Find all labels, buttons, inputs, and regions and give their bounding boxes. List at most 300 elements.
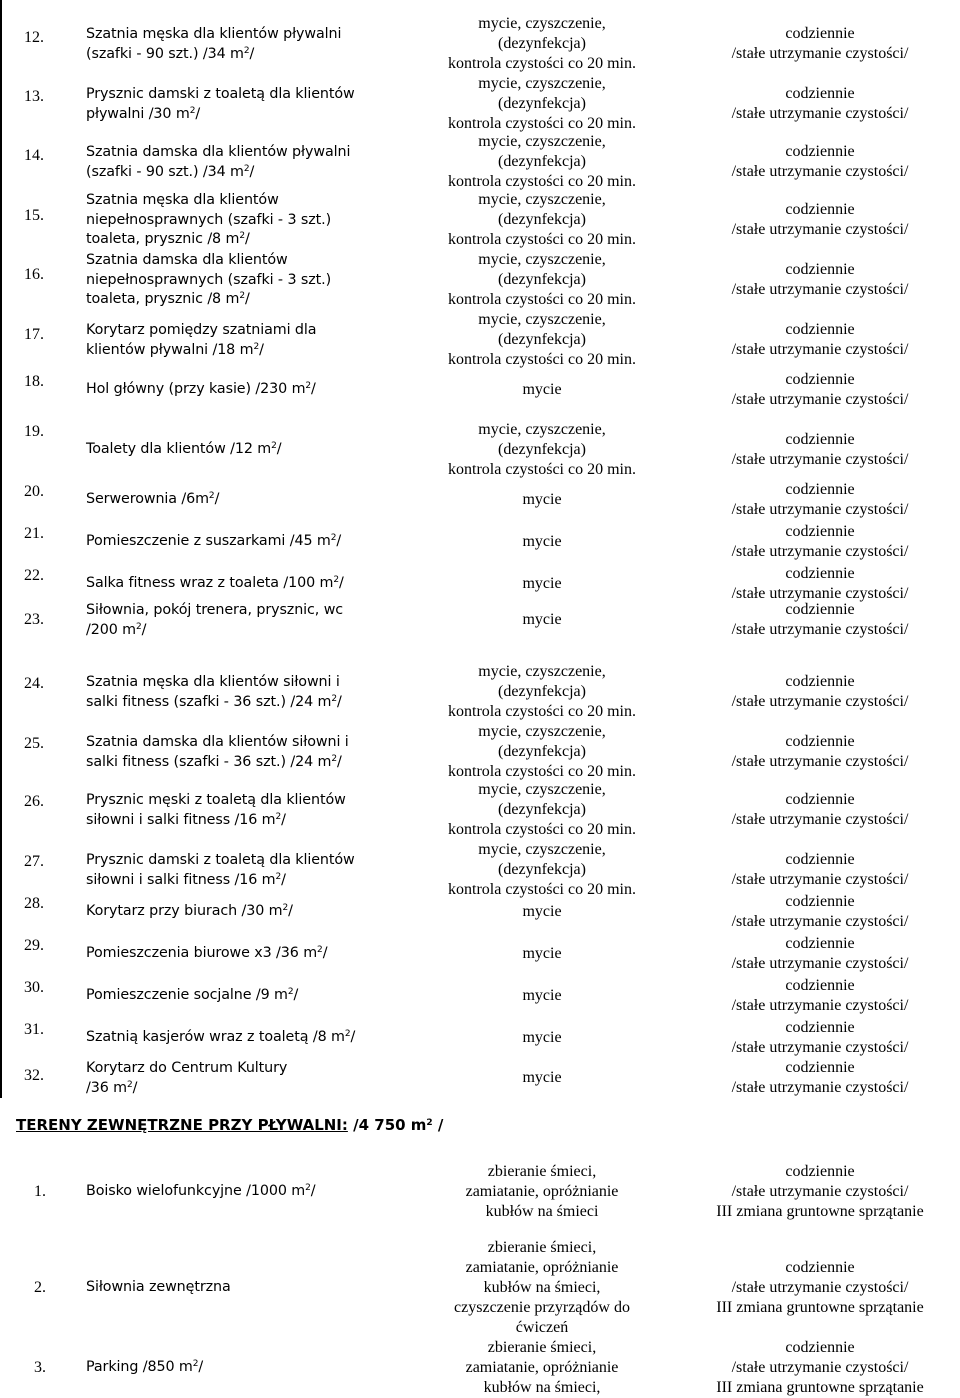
activity-line: mycie, czyszczenie,	[478, 191, 606, 208]
area-suffix: /	[322, 945, 328, 961]
frequency-line: /stałe utrzymanie czystości/	[731, 163, 909, 180]
cleaning-frequency	[680, 672, 960, 712]
area-suffix: /	[141, 621, 147, 638]
frequency-line: codziennie	[785, 523, 855, 540]
area-unit-superscript: 2	[333, 575, 339, 585]
area-unit-superscript: 2	[239, 291, 245, 301]
frequency-line: /stałe utrzymanie czystości/	[731, 1183, 909, 1200]
cleaning-activity	[418, 944, 666, 964]
table-row	[0, 600, 960, 640]
table-row	[0, 420, 960, 480]
cleaning-frequency	[680, 850, 960, 890]
area-name-line	[86, 601, 343, 621]
cleaning-activity	[418, 1162, 666, 1222]
frequency-line: /stałe utrzymanie czystości/	[731, 221, 909, 238]
table-row	[0, 310, 960, 370]
cleaning-activity	[418, 190, 666, 250]
table-row	[0, 522, 960, 562]
activity-line: zbieranie śmieci,	[487, 1163, 597, 1180]
frequency-line: codziennie	[785, 977, 855, 994]
area-unit-superscript: 2	[275, 811, 282, 822]
frequency-line: /stałe utrzymanie czystości/	[731, 1279, 909, 1296]
activity-line: kubłów na śmieci	[485, 1203, 599, 1220]
area-name-line	[86, 25, 341, 45]
activity-line: mycie, czyszczenie,	[478, 841, 606, 858]
area-name	[86, 733, 349, 772]
row-number: 1.	[34, 1183, 46, 1200]
area-name-line	[86, 380, 316, 400]
cleaning-activity	[418, 74, 666, 134]
area-unit-superscript: 2	[344, 1029, 351, 1039]
area-name	[86, 532, 341, 552]
cleaning-activity	[418, 1338, 666, 1398]
area-name-line	[86, 1028, 355, 1048]
activity-line: mycie	[522, 903, 562, 920]
area-name-line	[86, 753, 349, 773]
area-name-line	[86, 621, 343, 641]
table-row	[0, 892, 960, 932]
area-unit-superscript: 2	[189, 105, 196, 116]
frequency-line: /stałe utrzymanie czystości/	[731, 391, 909, 408]
frequency-line: codziennie	[785, 1059, 855, 1076]
area-suffix: /	[336, 533, 342, 549]
area-name	[86, 1358, 203, 1378]
area-name-text: niepełnosprawnych (szafki - 3 szt.)	[86, 211, 332, 228]
area-suffix: /	[310, 1183, 316, 1199]
frequency-line: codziennie	[785, 935, 855, 952]
activity-line: (dezynfekcja)	[498, 95, 586, 112]
outdoor-row	[0, 1162, 960, 1222]
cleaning-frequency	[680, 732, 960, 772]
area-name-line	[86, 271, 331, 291]
cleaning-activity	[418, 1028, 666, 1048]
frequency-line: codziennie	[785, 143, 855, 160]
area-name-text: niepełnosprawnych (szafki - 3 szt.)	[86, 271, 332, 288]
frequency-line: codziennie	[785, 893, 855, 910]
section-title-label: TERENY ZEWNĘTRZNE PRZY PŁYWALNI:	[16, 1116, 348, 1134]
cleaning-frequency	[680, 522, 960, 562]
area-name-text: Szatnia damska dla klientów siłowni i	[86, 734, 349, 750]
activity-line: kontrola czystości co 20 min.	[448, 821, 636, 838]
area-name-text: Pomieszczenie z suszarkami /45 m	[86, 533, 331, 549]
area-name	[86, 1182, 315, 1202]
activity-line: kontrola czystości co 20 min.	[448, 115, 636, 132]
area-name-line	[86, 871, 355, 891]
activity-line: (dezynfekcja)	[498, 801, 586, 818]
area-unit-superscript: 2	[330, 533, 337, 543]
area-name-text: siłowni i salki fitness /16 m	[86, 871, 276, 888]
area-name-text: salki fitness (szafki - 36 szt.) /24 m	[86, 693, 332, 710]
area-name-line	[86, 341, 316, 361]
area-unit-superscript: 2	[317, 945, 323, 955]
frequency-line: codziennie	[785, 261, 855, 278]
area-name-line	[86, 733, 349, 753]
frequency-line: codziennie	[785, 85, 855, 102]
area-name-text: Szatnia męska dla klientów pływalni	[86, 26, 342, 42]
frequency-line: codziennie	[785, 431, 855, 448]
area-name-text: Korytarz pomiędzy szatniami dla	[86, 322, 317, 338]
activity-line: mycie, czyszczenie,	[478, 15, 606, 32]
table-row	[0, 132, 960, 192]
activity-line: (dezynfekcja)	[498, 861, 586, 878]
activity-line: kubłów na śmieci,	[483, 1279, 601, 1296]
activity-line: (dezynfekcja)	[498, 331, 586, 348]
frequency-line: /stałe utrzymanie czystości/	[731, 45, 909, 62]
area-name	[86, 490, 219, 510]
area-name-text: siłowni i salki fitness /16 m	[86, 811, 276, 828]
area-name-text: Siłownia, pokój trenera, prysznic, wc	[86, 602, 344, 618]
frequency-line: /stałe utrzymanie czystości/	[731, 811, 909, 828]
cleaning-frequency	[680, 1058, 960, 1098]
row-number: 32.	[24, 1067, 44, 1084]
area-name-text: Prysznic męski z toaletą dla klientów	[86, 792, 346, 808]
area-name-line	[86, 673, 342, 693]
area-name	[86, 1059, 287, 1098]
area-unit-superscript: 2	[243, 45, 250, 56]
cleaning-activity	[418, 574, 666, 594]
area-unit-superscript: 2	[282, 903, 289, 913]
row-number: 22.	[24, 567, 44, 584]
cleaning-activity	[418, 662, 666, 722]
area-name-text: (szafki - 90 szt.) /34 m	[86, 45, 244, 62]
area-unit-superscript: 2	[331, 693, 337, 704]
area-name-line	[86, 851, 355, 871]
frequency-line: /stałe utrzymanie czystości/	[731, 997, 909, 1014]
activity-line: kontrola czystości co 20 min.	[448, 173, 636, 190]
activity-line: mycie	[522, 987, 562, 1004]
cleaning-activity	[418, 532, 666, 552]
area-suffix: /	[350, 1029, 356, 1045]
table-row	[0, 74, 960, 134]
cleaning-activity	[418, 780, 666, 840]
row-number: 24.	[24, 675, 44, 692]
area-suffix: /	[337, 693, 342, 710]
area-name-text: Parking /850 m	[86, 1359, 193, 1375]
frequency-line: /stałe utrzymanie czystości/	[731, 585, 909, 602]
area-name-line	[86, 163, 350, 183]
frequency-line: /stałe utrzymanie czystości/	[731, 621, 909, 638]
area-unit-superscript: 2	[208, 491, 215, 501]
row-number: 21.	[24, 525, 44, 542]
activity-line: zbieranie śmieci,	[487, 1239, 597, 1256]
activity-line: zamiatanie, opróżnianie	[465, 1259, 619, 1276]
area-name-line	[86, 321, 316, 341]
area-suffix: /	[249, 163, 255, 180]
area-suffix: /	[214, 491, 220, 507]
cleaning-frequency	[680, 480, 960, 520]
area-name-line	[86, 532, 341, 552]
area-unit-superscript: 2	[135, 621, 142, 632]
activity-line: ćwiczeń	[515, 1319, 569, 1336]
activity-line: kubłów na śmieci,	[483, 1379, 601, 1396]
area-name-line	[86, 251, 331, 271]
activity-line: kontrola czystości co 20 min.	[448, 881, 636, 898]
frequency-line: /stałe utrzymanie czystości/	[731, 105, 909, 122]
area-suffix: /	[276, 441, 282, 457]
area-name-text: Szatnią kasjerów wraz z toaletą /8 m	[86, 1029, 345, 1045]
cleaning-activity	[418, 840, 666, 900]
activity-line: (dezynfekcja)	[498, 153, 586, 170]
area-unit-superscript: 2	[243, 163, 250, 174]
area-name-text: Toalety dla klientów /12 m	[86, 441, 272, 457]
activity-line: kontrola czystości co 20 min.	[448, 351, 636, 368]
cleaning-frequency	[680, 790, 960, 830]
area-name-text: toaleta, prysznic /8 m	[86, 291, 240, 307]
area-name-text: Boisko wielofunkcyjne /1000 m	[86, 1183, 306, 1199]
row-number: 13.	[24, 88, 44, 105]
area-name-text: klientów pływalni /18 m	[86, 341, 254, 358]
area-name-line	[86, 986, 298, 1006]
activity-line: mycie, czyszczenie,	[478, 311, 606, 328]
area-suffix: /	[288, 903, 293, 919]
area-name-text: Szatnia męska dla klientów siłowni i	[86, 674, 340, 690]
frequency-line: codziennie	[785, 1259, 855, 1276]
row-number: 23.	[24, 611, 44, 628]
area-name-text: Prysznic damski z toaletą dla klientów	[86, 852, 355, 868]
area-unit-superscript: 2	[275, 871, 282, 882]
activity-line: mycie, czyszczenie,	[478, 251, 606, 268]
area-name-line	[86, 440, 281, 460]
area-name-line	[86, 791, 346, 811]
activity-line: kontrola czystości co 20 min.	[448, 291, 636, 308]
activity-line: mycie	[522, 945, 562, 962]
frequency-line: codziennie	[785, 321, 855, 338]
area-name	[86, 380, 316, 400]
area-unit-superscript: 2	[192, 1359, 199, 1369]
frequency-line: /stałe utrzymanie czystości/	[731, 1039, 909, 1056]
activity-line: mycie	[522, 1069, 562, 1086]
frequency-line: /stałe utrzymanie czystości/	[731, 955, 909, 972]
cleaning-activity	[418, 722, 666, 782]
cleaning-frequency	[680, 1338, 960, 1398]
activity-line: (dezynfekcja)	[498, 743, 586, 760]
table-row	[0, 1018, 960, 1058]
table-row	[0, 480, 960, 520]
cleaning-frequency	[680, 976, 960, 1016]
cleaning-activity	[418, 490, 666, 510]
row-number: 26.	[24, 793, 44, 810]
area-name-text: Hol główny (przy kasie) /230 m	[86, 381, 306, 397]
frequency-line: /stałe utrzymanie czystości/	[731, 341, 909, 358]
cleaning-frequency	[680, 1018, 960, 1058]
activity-line: mycie, czyszczenie,	[478, 421, 606, 438]
frequency-line: codziennie	[785, 1163, 855, 1180]
area-name-line	[86, 490, 219, 510]
row-number: 29.	[24, 937, 44, 954]
area-name	[86, 986, 298, 1006]
cleaning-frequency	[680, 142, 960, 182]
frequency-line: /stałe utrzymanie czystości/	[731, 753, 909, 770]
activity-line: mycie, czyszczenie,	[478, 781, 606, 798]
area-name	[86, 85, 355, 124]
cleaning-activity	[418, 380, 666, 400]
area-name-text: Serwerownia /6m	[86, 491, 209, 507]
activity-line: mycie, czyszczenie,	[478, 723, 606, 740]
row-number: 19.	[24, 423, 44, 440]
activity-line: (dezynfekcja)	[498, 211, 586, 228]
cleaning-frequency	[680, 934, 960, 974]
cleaning-activity	[418, 420, 666, 480]
area-name	[86, 191, 331, 250]
frequency-line: codziennie	[785, 1019, 855, 1036]
table-row	[0, 662, 960, 722]
cleaning-activity	[418, 132, 666, 192]
area-name-text: pływalni /30 m	[86, 105, 190, 122]
area-name-line	[86, 693, 342, 713]
area-name-line	[86, 105, 355, 125]
outdoor-row	[0, 1338, 960, 1398]
row-number: 27.	[24, 853, 44, 870]
cleaning-activity	[418, 14, 666, 74]
activity-line: kontrola czystości co 20 min.	[448, 461, 636, 478]
activity-line: (dezynfekcja)	[498, 35, 586, 52]
area-unit-superscript: 2	[271, 441, 277, 451]
activity-line: zamiatanie, opróżnianie	[465, 1359, 619, 1376]
area-name	[86, 791, 346, 830]
row-number: 12.	[24, 29, 44, 46]
frequency-line: codziennie	[785, 851, 855, 868]
cleaning-activity	[418, 1068, 666, 1088]
area-name	[86, 601, 343, 640]
area-name-text: Korytarz przy biurach /30 m	[86, 903, 283, 919]
frequency-line: /stałe utrzymanie czystości/	[731, 1079, 909, 1096]
cleaning-activity	[418, 986, 666, 1006]
table-row	[0, 14, 960, 74]
area-name-text: /200 m	[86, 621, 136, 638]
area-name-line	[86, 143, 350, 163]
area-name-line	[86, 1059, 287, 1079]
area-suffix: /	[311, 381, 316, 397]
frequency-line: codziennie	[785, 673, 855, 690]
activity-line: czyszczenie przyrządów do	[454, 1299, 630, 1316]
row-number: 15.	[24, 207, 44, 224]
outdoor-row	[0, 1238, 960, 1338]
table-row	[0, 934, 960, 974]
frequency-line: /stałe utrzymanie czystości/	[731, 501, 909, 518]
section-title	[16, 1114, 443, 1136]
activity-line: kontrola czystości co 20 min.	[448, 703, 636, 720]
area-name	[86, 321, 316, 360]
area-name	[86, 851, 355, 890]
area-name-text: (szafki - 90 szt.) /34 m	[86, 163, 244, 180]
activity-line: mycie, czyszczenie,	[478, 663, 606, 680]
area-suffix: /	[259, 341, 264, 358]
area-name	[86, 251, 331, 310]
frequency-line: /stałe utrzymanie czystości/	[731, 1359, 909, 1376]
activity-line: mycie	[522, 381, 562, 398]
area-suffix: /	[337, 753, 342, 770]
area-name	[86, 143, 350, 182]
frequency-line: codziennie	[785, 1339, 855, 1356]
frequency-line: codziennie	[785, 601, 855, 618]
activity-line: (dezynfekcja)	[498, 683, 586, 700]
area-unit-superscript: 2	[239, 231, 245, 241]
area-name-text: Siłownia zewnętrzna	[86, 1279, 231, 1295]
activity-line: (dezynfekcja)	[498, 441, 586, 458]
area-name	[86, 1278, 231, 1298]
cleaning-frequency	[680, 24, 960, 64]
area-name-line	[86, 191, 331, 211]
row-number: 20.	[24, 483, 44, 500]
row-number: 28.	[24, 895, 44, 912]
cleaning-frequency	[680, 84, 960, 124]
area-name-line	[86, 290, 331, 310]
frequency-line: codziennie	[785, 791, 855, 808]
frequency-line: codziennie	[785, 733, 855, 750]
area-name-text: Pomieszczenia biurowe x3 /36 m	[86, 945, 318, 961]
frequency-line: /stałe utrzymanie czystości/	[731, 543, 909, 560]
row-number: 14.	[24, 147, 44, 164]
table-row	[0, 840, 960, 900]
area-name-line	[86, 211, 331, 231]
table-row	[0, 564, 960, 604]
area-unit-superscript: 2	[126, 1079, 133, 1090]
area-name-line	[86, 944, 327, 964]
area-suffix: /	[281, 811, 286, 828]
area-name-text: Szatnia damska dla klientów pływalni	[86, 144, 351, 160]
area-suffix: /	[244, 291, 250, 307]
area-name-line	[86, 902, 293, 922]
area-suffix: /	[249, 45, 255, 62]
frequency-line: /stałe utrzymanie czystości/	[731, 451, 909, 468]
frequency-line: codziennie	[785, 565, 855, 582]
frequency-line: III zmiana gruntowne sprzątanie	[716, 1379, 924, 1396]
activity-line: kontrola czystości co 20 min.	[448, 55, 636, 72]
area-name-line	[86, 1079, 287, 1099]
frequency-line: /stałe utrzymanie czystości/	[731, 913, 909, 930]
cleaning-frequency	[680, 892, 960, 932]
area-name	[86, 673, 342, 712]
area-suffix: /	[132, 1079, 138, 1096]
activity-line: zamiatanie, opróżnianie	[465, 1183, 619, 1200]
table-row	[0, 1058, 960, 1098]
area-unit-superscript: 2	[253, 341, 260, 352]
cleaning-activity	[418, 310, 666, 370]
area-name-text: Pomieszczenie socjalne /9 m	[86, 987, 288, 1003]
frequency-line: /stałe utrzymanie czystości/	[731, 871, 909, 888]
table-row	[0, 780, 960, 840]
activity-line: mycie, czyszczenie,	[478, 75, 606, 92]
activity-line: mycie	[522, 533, 562, 550]
row-number: 2.	[34, 1279, 46, 1296]
cleaning-frequency	[680, 600, 960, 640]
area-name-text: Prysznic damski z toaletą dla klientów	[86, 86, 355, 102]
activity-line: mycie, czyszczenie,	[478, 133, 606, 150]
frequency-line: /stałe utrzymanie czystości/	[731, 281, 909, 298]
activity-line: (dezynfekcja)	[498, 271, 586, 288]
section-area: /4 750 $m^2$ /	[347, 1116, 444, 1134]
cleaning-frequency	[680, 1258, 960, 1318]
area-suffix: /	[281, 871, 286, 888]
activity-line: mycie	[522, 1029, 562, 1046]
area-name-text: Szatnia damska dla klientów	[86, 252, 288, 268]
activity-line: mycie	[522, 611, 562, 628]
cleaning-activity	[418, 902, 666, 922]
cleaning-frequency	[680, 430, 960, 470]
row-number: 18.	[24, 373, 44, 390]
cleaning-frequency	[680, 370, 960, 410]
row-number: 31.	[24, 1021, 44, 1038]
area-unit-superscript: 2	[287, 987, 294, 997]
area-name-text: salki fitness (szafki - 36 szt.) /24 m	[86, 753, 332, 770]
area-name	[86, 574, 344, 594]
activity-line: mycie	[522, 491, 562, 508]
row-number: 30.	[24, 979, 44, 996]
area-name-text: /36 m	[86, 1079, 127, 1096]
area-name-line	[86, 574, 344, 594]
cleaning-frequency	[680, 564, 960, 604]
area-name-line	[86, 811, 346, 831]
